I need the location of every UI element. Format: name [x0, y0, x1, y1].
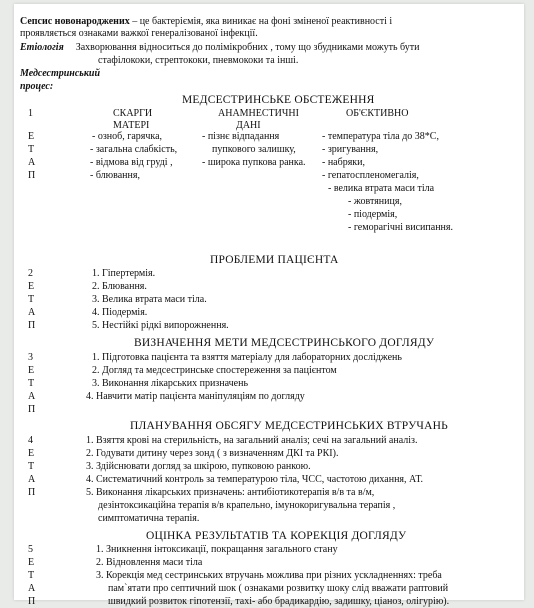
stage4-title: ПЛАНУВАННЯ ОБСЯГУ МЕДСЕСТРИНСЬКИХ ВТРУЧАНЬ [130, 420, 448, 432]
objective-item: - гепатоспленомегалія, [322, 170, 419, 181]
stage3-letter-t: Т [28, 378, 35, 389]
objective-item: - велика втрата маси тіла [328, 183, 435, 194]
plan-item: 1. Взяття крові на стерильність, на загальний аналіз; сечі на загальний аналіз. [86, 435, 418, 446]
intro-line-1 [20, 16, 392, 28]
stage2-letter-t: Т [28, 294, 35, 305]
evaluation-item-continued: швидкий розвиток гіпотензії, тахі- або брадикардію, задишку, ціаноз, олігурію). [108, 596, 450, 607]
process-label-1: Медсестринський [20, 68, 101, 79]
stage5-letter-t: Т [28, 570, 35, 581]
stage5-letter-a: А [28, 583, 36, 594]
plan-item: 3. Здійснювати догляд за шкірою, пупковою ранкою. [86, 461, 311, 472]
stage4-letter-a: А [28, 474, 36, 485]
stage3-number: 3 [28, 352, 33, 363]
plan-item: 2. Годувати дитину через зонд ( з визначенням ДКІ та РКІ). [86, 448, 339, 459]
goal-item: 3. Виконання лікарських призначень [92, 378, 249, 389]
evaluation-item: 2. Відновлення маси тіла [96, 557, 203, 568]
stage4-letter-t: Т [28, 461, 35, 472]
plan-item: 4. Систематичний контроль за температурою тіла, ЧСС, частотою дихання, АТ. [86, 474, 423, 485]
complaint-item: - відмова від груді , [90, 157, 173, 168]
anamnesis-header-2: ДАНІ [236, 120, 261, 131]
plan-item: 5. Виконання лікарських призначень: антибіотикотерапія в/в та в/м, [86, 487, 375, 498]
stage3-letter-a: А [28, 391, 36, 402]
stage1-letter-p: П [28, 170, 36, 181]
goal-item: 4. Навчити матір пацієнта маніпуляціям по догляду [86, 391, 305, 402]
complaints-header-1: СКАРГИ [113, 108, 153, 119]
anamnesis-item: - пізнє відпадання [202, 131, 280, 142]
stage2-letter-a: А [28, 307, 36, 318]
etiology-line-1 [20, 42, 419, 54]
stage5-title: ОЦІНКА РЕЗУЛЬТАТІВ ТА КОРЕКЦІЯ ДОГЛЯДУ [146, 530, 407, 542]
stage2-title: ПРОБЛЕМИ ПАЦІЄНТА [210, 254, 339, 266]
etiology-text-1: Захворювання відноситься до полімікробних , тому що збудниками можуть бути [75, 42, 420, 53]
complaint-item: - загальна слабкість, [90, 144, 178, 155]
intro-line-2: проявляється ознаками важкої генералізованої інфекції. [20, 28, 258, 39]
document-page [14, 4, 524, 607]
problem-item: 2. Блювання. [92, 281, 147, 292]
complaint-item: - озноб, гарячка, [92, 131, 163, 142]
stage5-number: 5 [28, 544, 33, 555]
problem-item: 1. Гіпертермія. [92, 268, 156, 279]
evaluation-item: 3. Корекція мед сестринських втручань можлива при різних ускладненнях: треба [96, 570, 442, 581]
objective-item: - набряки, [322, 157, 366, 168]
objective-header: ОБ'ЄКТИВНО [346, 108, 409, 119]
problem-item: 5. Нестійкі рідкі випорожнення. [92, 320, 229, 331]
process-label-2: процес: [20, 81, 54, 92]
plan-item-continued: дезінтоксикаційна терапія в/в крапельно, імунокоригувальна терапія , [98, 500, 396, 511]
term-definition: – це бактеріємія, яка виникає на фоні зміненої реактивності і [129, 16, 393, 27]
stage2-letter-e: Е [28, 281, 35, 292]
stage1-letter-t: Т [28, 144, 35, 155]
etiology-line-2: стафілококи, стрептококи, пневмококи та інші. [98, 55, 299, 66]
etiology-label: Етіологія [20, 42, 64, 53]
stage5-letter-p: П [28, 596, 36, 607]
objective-item: - зригування, [322, 144, 379, 155]
goal-item: 2. Догляд та медсестринське спостереження за пацієнтом [92, 365, 337, 376]
stage3-title: ВИЗНАЧЕННЯ МЕТИ МЕДСЕСТРИНСЬКОГО ДОГЛЯДУ [134, 337, 435, 349]
plan-item-continued: симптоматична терапія. [98, 513, 200, 524]
stage3-letter-p: П [28, 404, 36, 415]
problem-item: 3. Велика втрата маси тіла. [92, 294, 207, 305]
stage1-letter-e: Е [28, 131, 35, 142]
goal-item: 1. Підготовка пацієнта та взяття матеріалу для лабораторних досліджень [92, 352, 402, 363]
stage4-number: 4 [28, 435, 33, 446]
stage5-letter-e: Е [28, 557, 35, 568]
anamnesis-header-1: АНАМНЕСТИЧНІ [218, 108, 299, 119]
anamnesis-item: - широка пупкова ранка. [202, 157, 306, 168]
stage3-letter-e: Е [28, 365, 35, 376]
objective-item: - жовтяниця, [348, 196, 402, 207]
complaint-item: - блювання, [90, 170, 140, 181]
problem-item: 4. Піодермія. [92, 307, 148, 318]
stage1-letter-a: А [28, 157, 36, 168]
anamnesis-item: пупкового залишку, [212, 144, 296, 155]
complaints-header-2: МАТЕРІ [113, 120, 150, 131]
objective-item: - температура тіла до 38*С, [322, 131, 439, 142]
evaluation-item: 1. Зникнення інтоксикації, покращання загального стану [96, 544, 338, 555]
term-title: Сепсис новонароджених [20, 16, 130, 27]
objective-item: - геморагічні висипання. [348, 222, 453, 233]
evaluation-item-continued: пам`ятати про септичний шок ( ознаками розвитку шоку слід вважати раптовий [108, 583, 449, 594]
stage1-title: МЕДСЕСТРИНСЬКЕ ОБСТЕЖЕННЯ [182, 94, 375, 106]
stage4-letter-e: Е [28, 448, 35, 459]
stage1-number: 1 [28, 108, 33, 119]
stage2-letter-p: П [28, 320, 36, 331]
objective-item: - піодермія, [348, 209, 398, 220]
stage4-letter-p: П [28, 487, 36, 498]
stage2-number: 2 [28, 268, 33, 279]
